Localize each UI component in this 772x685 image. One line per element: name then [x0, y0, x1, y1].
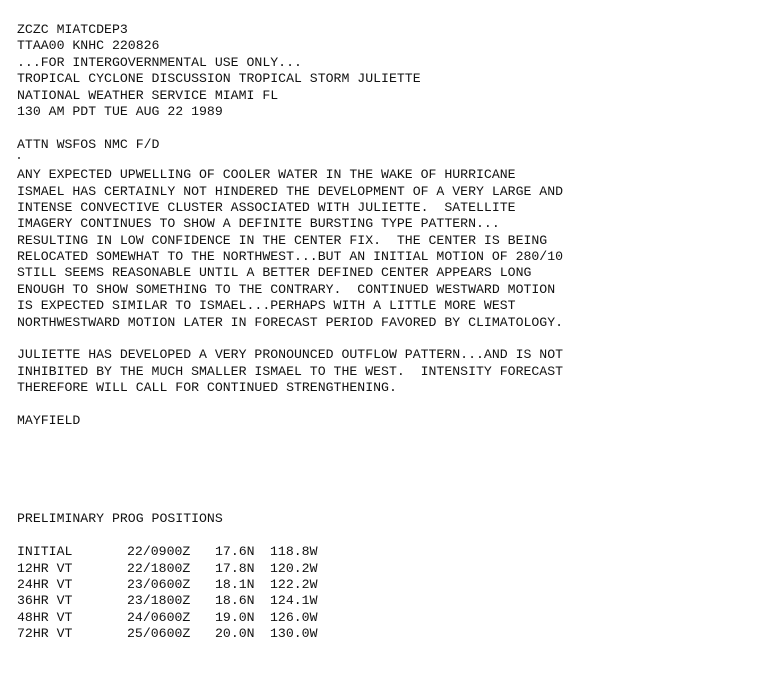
prog-time: 23/1800Z	[127, 593, 191, 609]
prog-lat: 18.1N	[215, 576, 255, 592]
paragraph-line: STILL SEEMS REASONABLE UNTIL A BETTER DEFINED CENTER APPEARS LONG	[17, 265, 532, 281]
paragraph-line: NORTHWESTWARD MOTION LATER IN FORECAST PERIOD FAVORED BY CLIMATOLOGY.	[17, 314, 564, 330]
paragraph-line: RESULTING IN LOW CONFIDENCE IN THE CENTER FIX. THE CENTER IS BEING	[17, 232, 548, 248]
prog-time: 23/0600Z	[127, 576, 191, 592]
prog-lat: 17.8N	[215, 560, 255, 576]
prog-label: INITIAL	[17, 544, 73, 560]
header-line: TROPICAL CYCLONE DISCUSSION TROPICAL STORM JULIETTE	[17, 71, 421, 87]
prog-time: 22/1800Z	[127, 560, 191, 576]
prog-label: 48HR VT	[17, 609, 73, 625]
header-block	[17, 22, 757, 120]
paragraph-line: ISMAEL HAS CERTAINLY NOT HINDERED THE DEVELOPMENT OF A VERY LARGE AND	[17, 183, 564, 199]
prog-lat: 18.6N	[215, 593, 255, 609]
discussion-document	[17, 22, 757, 643]
prog-row	[17, 593, 757, 609]
prog-lon: 124.1W	[270, 593, 318, 609]
prog-row	[17, 626, 757, 642]
prog-row	[17, 610, 757, 626]
header-line: NATIONAL WEATHER SERVICE MIAMI FL	[17, 87, 279, 103]
prog-row	[17, 561, 757, 577]
prog-row	[17, 544, 757, 560]
prog-label: 36HR VT	[17, 593, 73, 609]
paragraph-2	[17, 347, 757, 396]
prog-positions-title: PRELIMINARY PROG POSITIONS	[17, 511, 223, 527]
paragraph-line: INHIBITED BY THE MUCH SMALLER ISMAEL TO THE WEST. INTENSITY FORECAST	[17, 363, 564, 379]
paragraph-line: ANY EXPECTED UPWELLING OF COOLER WATER IN THE WAKE OF HURRICANE	[17, 167, 516, 183]
paragraph-line: IS EXPECTED SIMILAR TO ISMAEL...PERHAPS WITH A LITTLE MORE WEST	[17, 298, 516, 314]
paragraph-line: IMAGERY CONTINUES TO SHOW A DEFINITE BURSTING TYPE PATTERN...	[17, 216, 500, 232]
prog-lon: 120.2W	[270, 560, 318, 576]
paragraph-line: INTENSE CONVECTIVE CLUSTER ASSOCIATED WITH JULIETTE. SATELLITE	[17, 199, 516, 215]
scan-artifact	[17, 153, 757, 167]
forecaster-signature: MAYFIELD	[17, 412, 81, 428]
paragraph-line: THEREFORE WILL CALL FOR CONTINUED STRENGTHENING.	[17, 380, 397, 396]
prog-time: 22/0900Z	[127, 544, 191, 560]
prog-lat: 20.0N	[215, 626, 255, 642]
attn-line: ATTN WSFOS NMC F/D	[17, 136, 160, 152]
paragraph-1	[17, 167, 757, 331]
header-line: TTAA00 KNHC 220826	[17, 38, 160, 54]
prog-positions-table	[17, 544, 757, 642]
prog-lon: 118.8W	[270, 544, 318, 560]
paragraph-line: ENOUGH TO SHOW SOMETHING TO THE CONTRARY. CONTINUED WESTWARD MOTION	[17, 281, 556, 297]
prog-row	[17, 577, 757, 593]
header-line: ZCZC MIATCDEP3	[17, 22, 128, 37]
prog-label: 12HR VT	[17, 560, 73, 576]
prog-lon: 122.2W	[270, 576, 318, 592]
prog-label: 72HR VT	[17, 626, 73, 642]
prog-lon: 130.0W	[270, 626, 318, 642]
prog-time: 24/0600Z	[127, 609, 191, 625]
prog-lat: 19.0N	[215, 609, 255, 625]
paragraph-line: JULIETTE HAS DEVELOPED A VERY PRONOUNCED OUTFLOW PATTERN...AND IS NOT	[17, 347, 564, 363]
prog-lat: 17.6N	[215, 544, 255, 560]
header-line: 130 AM PDT TUE AUG 22 1989	[17, 103, 223, 119]
header-line: ...FOR INTERGOVERNMENTAL USE ONLY...	[17, 54, 302, 70]
prog-lon: 126.0W	[270, 609, 318, 625]
prog-time: 25/0600Z	[127, 626, 191, 642]
paragraph-line: RELOCATED SOMEWHAT TO THE NORTHWEST...BUT AN INITIAL MOTION OF 280/10	[17, 249, 564, 265]
prog-label: 24HR VT	[17, 576, 73, 592]
